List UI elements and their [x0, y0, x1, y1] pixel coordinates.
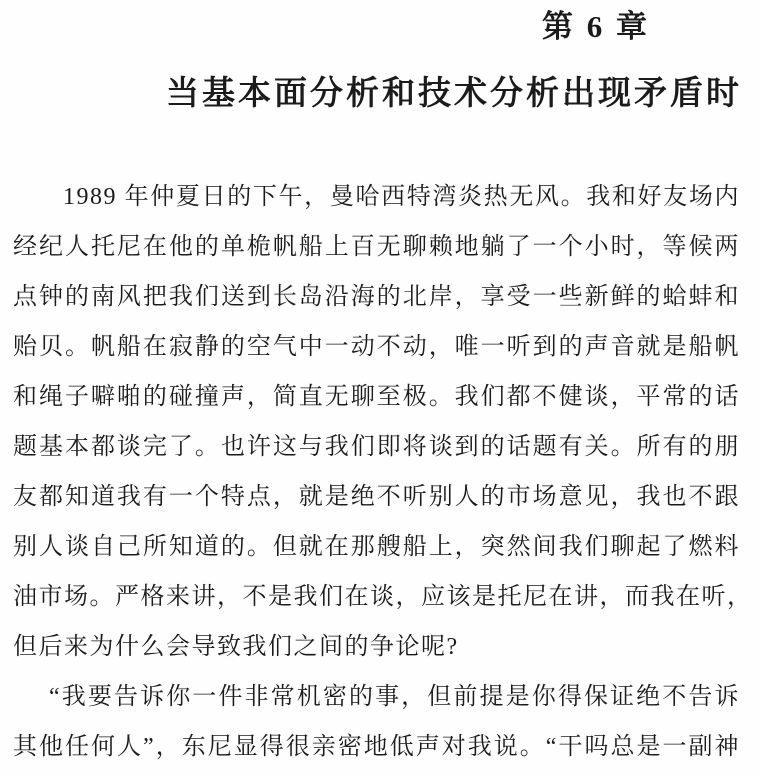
text-line: 题基本都谈完了。也许这与我们即将谈到的话题有关。所有的朋 — [13, 434, 740, 460]
text-line: 友都知道我有一个特点，就是绝不听别人的市场意见，我也不跟 — [13, 484, 740, 510]
text-line: 其他任何人”，东尼显得很亲密地低声对我说。“干吗总是一副神 — [13, 734, 740, 760]
text-line: 和绳子噼啪的碰撞声，简直无聊至极。我们都不健谈，平常的话 — [13, 384, 740, 410]
text-line: 油市场。严格来讲，不是我们在谈，应该是托尼在讲，而我在听， — [13, 584, 753, 610]
text-line: 1989 年仲夏日的下午，曼哈西特湾炎热无风。我和好友场内 — [63, 184, 740, 210]
chapter-number: 第 6 章 — [542, 9, 650, 44]
chapter-title: 当基本面分析和技术分析出现矛盾时 — [166, 74, 742, 111]
body-text — [0, 172, 758, 772]
chapter-header — [0, 0, 758, 112]
text-line: “我要告诉你一件非常机密的事，但前提是你得保证绝不告诉 — [49, 684, 740, 710]
text-line: 经纪人托尼在他的单桅帆船上百无聊赖地躺了一个小时，等候两 — [13, 234, 740, 260]
text-line: 但后来为什么会导致我们之间的争论呢? — [13, 634, 459, 660]
text-line: 别人谈自己所知道的。但就在那艘船上，突然间我们聊起了燃料 — [13, 534, 740, 560]
text-line: 贻贝。帆船在寂静的空气中一动不动，唯一听到的声音就是船帆 — [13, 334, 740, 360]
text-line: 点钟的南风把我们送到长岛沿海的北岸，享受一些新鲜的蛤蚌和 — [13, 284, 740, 310]
paragraph-2 — [13, 672, 740, 772]
paragraph-1 — [13, 172, 753, 672]
